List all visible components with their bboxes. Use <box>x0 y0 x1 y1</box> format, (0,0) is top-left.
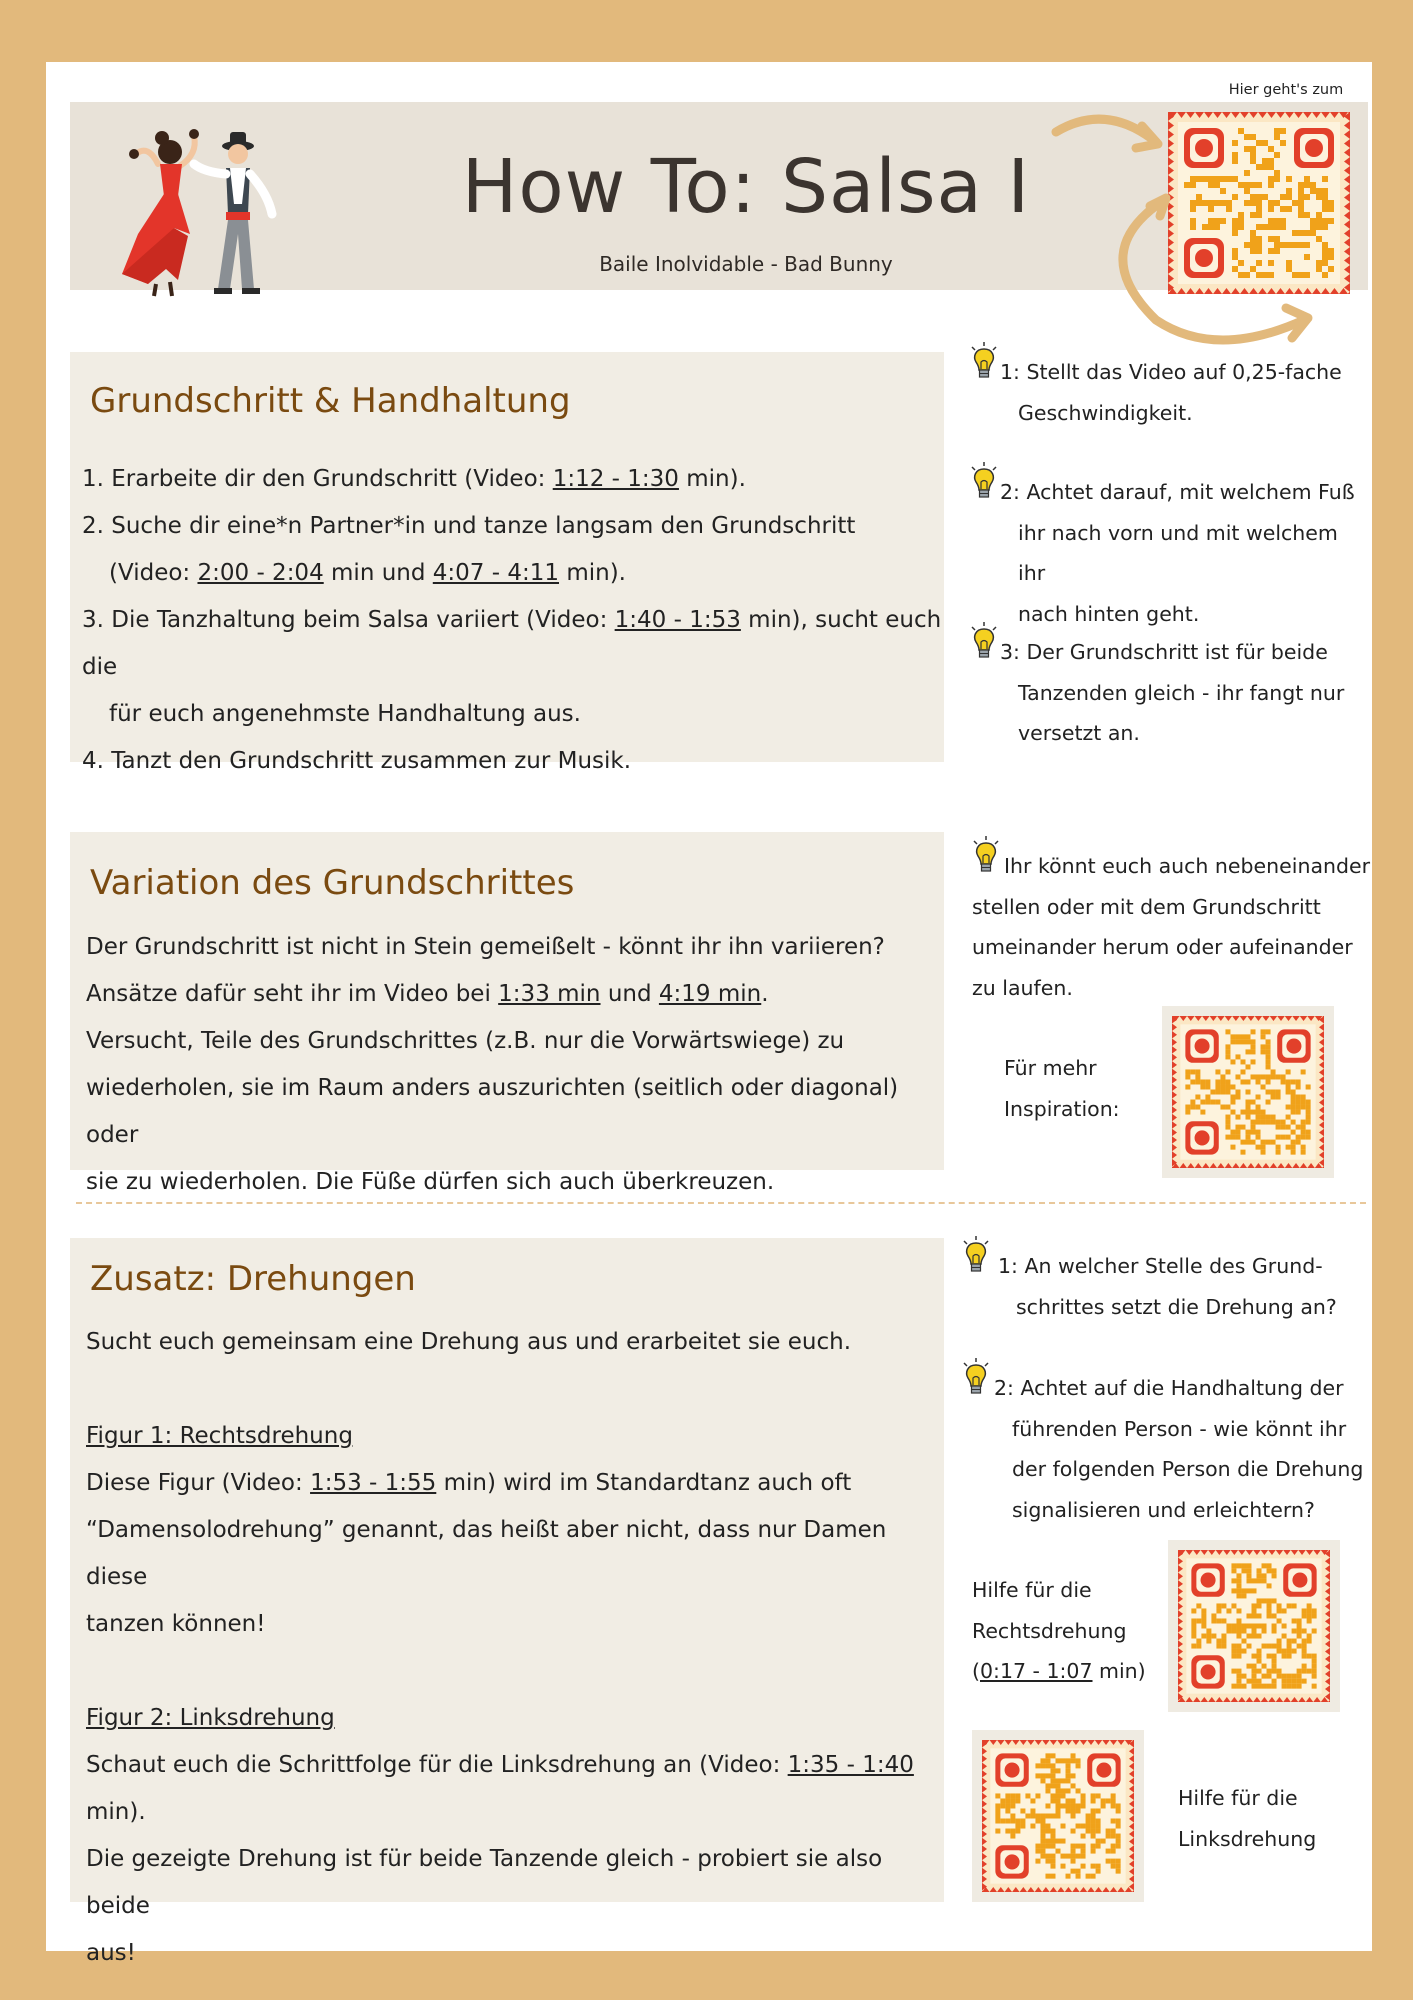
section3-title: Zusatz: Drehungen <box>90 1259 416 1299</box>
worksheet-page <box>46 62 1372 1966</box>
section1-list <box>82 456 942 785</box>
video-timestamp: 1:12 - 1:30 <box>552 466 679 492</box>
lightbulb-icon <box>970 462 998 506</box>
tip-1: 1: Stellt das Video auf 0,25-fache Geschwindigkeit. <box>1000 360 1342 425</box>
video-timestamp: 1:35 - 1:40 <box>787 1752 914 1778</box>
section2-text: Der Grundschritt ist nicht in Stein gemeißelt - könnt ihr ihn variieren? Ansätze dafür seht ihr im Video bei 1:33 min und 4:19 min. Versucht, Teile des Grundschrittes (z.B. nur die Vorwärtswiege) zu wiederholen, sie im Raum anders auszurichten (seitlich oder diagonal) oder sie zu wiederholen. Die Füße dürfen sich auch überkreuzen. <box>86 934 899 1195</box>
video-timestamp: 1:33 min <box>498 981 601 1007</box>
lightbulb-icon <box>970 622 998 666</box>
list-item: für euch angenehmste Handhaltung aus. <box>109 701 581 727</box>
video-timestamp: 4:19 min <box>658 981 762 1007</box>
qr-caption-line1: Hier geht's zum <box>1228 82 1344 98</box>
lightbulb-icon <box>962 1358 990 1402</box>
inspiration-qr-code[interactable] <box>1172 1016 1324 1168</box>
list-item: 1. Erarbeite dir den Grundschritt (Video: 1:12 - 1:30 min). <box>82 466 746 492</box>
help-left-turn-label: Hilfe für die Linksdrehung <box>1178 1786 1317 1851</box>
tip-3: 3: Der Grundschritt ist für beide Tanzenden gleich - ihr fangt nur versetzt an. <box>1000 640 1345 745</box>
list-item: 2. Suche dir eine*n Partner*in und tanze langsam den Grundschritt <box>82 513 856 539</box>
lightbulb-icon <box>970 342 998 386</box>
section1-title: Grundschritt & Handhaltung <box>90 381 571 421</box>
tip-turn-1: 1: An welcher Stelle des Grund- schrittes setzt die Drehung an? <box>998 1254 1337 1319</box>
right-turn-qr-code[interactable] <box>1178 1550 1330 1702</box>
figure2-title: Figur 2: Linksdrehung <box>86 1705 335 1731</box>
qr-label-inspiration: Für mehr Inspiration: <box>1004 1056 1120 1121</box>
video-timestamp: 2:00 - 2:04 <box>197 560 324 586</box>
video-timestamp: 1:40 - 1:53 <box>614 607 741 633</box>
help-right-turn-label: Hilfe für die Rechtsdrehung (0:17 - 1:07 min) <box>972 1578 1146 1683</box>
tip-2: 2: Achtet darauf, mit welchem Fuß ihr nach vorn und mit welchem ihr nach hinten geht. <box>1000 480 1355 626</box>
list-item: 4. Tanzt den Grundschritt zusammen zur Musik. <box>82 748 632 774</box>
section2-title: Variation des Grundschrittes <box>90 863 575 903</box>
video-timestamp: 4:07 - 4:11 <box>432 560 560 586</box>
lightbulb-icon <box>962 1236 990 1280</box>
dancers-illustration <box>118 124 318 299</box>
page-title: How To: Salsa I <box>461 144 1031 230</box>
video-timestamp: 0:17 - 1:07 <box>980 1659 1093 1683</box>
list-item: 3. Die Tanzhaltung beim Salsa variiert (Video: 1:40 - 1:53 min), sucht euch die <box>82 607 942 680</box>
figure1-title: Figur 1: Rechtsdrehung <box>86 1423 353 1449</box>
section-divider <box>76 1202 1366 1204</box>
song-subtitle: Baile Inolvidable - Bad Bunny <box>599 252 893 276</box>
list-item: (Video: 2:00 - 2:04 min und 4:07 - 4:11 min). <box>109 560 626 586</box>
video-timestamp: 1:53 - 1:55 <box>310 1470 437 1496</box>
section3-text: Sucht euch gemeinsam eine Drehung aus und erarbeitet sie euch. Figur 1: Rechtsdrehung Diese Figur (Video: 1:53 - 1:55 min) wird im Standardtanz auch oft “Damensolodrehung” genannt, das heißt aber nicht, dass nur Damen diese tanzen können! Figur 2: Linksdrehung Schaut euch die Schrittfolge für die Linksdrehung an (Video: 1:35 - 1:40 min). Die gezeigte Drehung ist für beide Tanzende gleich - probiert sie also beide aus! <box>86 1319 944 1977</box>
tip-variation: Ihr könnt euch auch nebeneinander stellen oder mit dem Grundschritt umeinander herum oder aufeinander zu laufen. <box>972 854 1371 1000</box>
left-turn-qr-code[interactable] <box>982 1740 1134 1892</box>
tip-turn-2: 2: Achtet auf die Handhaltung der führenden Person - wie könnt ihr der folgenden Person die Drehung signalisieren und erleichtern? <box>994 1376 1364 1522</box>
